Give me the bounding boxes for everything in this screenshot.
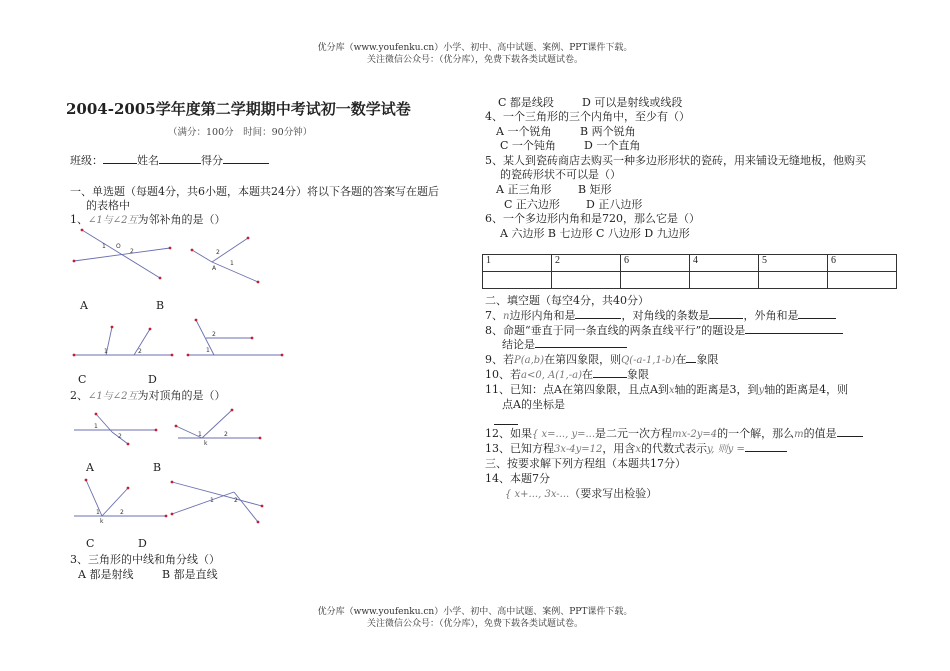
svg-text:2: 2 <box>120 509 124 516</box>
q8-conclusion-label: 结论是 <box>502 338 535 351</box>
q10-math: a<0, A(1,-a) <box>521 370 582 381</box>
q2-math: ∠1与∠2互 <box>88 391 138 402</box>
section3-heading: 三、按要求解下列方程组（本题共17分） <box>485 457 686 470</box>
svg-text:2: 2 <box>224 431 228 438</box>
question-7 <box>485 307 836 323</box>
q2-option-d: D <box>138 537 147 550</box>
q13-text-1: 13、已知方程 <box>485 442 554 455</box>
q7-blank-1[interactable] <box>575 307 621 319</box>
q13-math-2: x <box>635 444 641 455</box>
question-1 <box>70 211 225 227</box>
answer-col-6: 6 <box>828 255 897 272</box>
svg-text:2: 2 <box>118 433 122 440</box>
q2-number: 2、 <box>70 389 88 402</box>
score-label: 得分 <box>201 154 223 167</box>
q1-figure-a <box>70 226 180 281</box>
q11-text-2: 轴的距离是3，到 <box>674 383 759 396</box>
q11-math-1: x <box>668 385 675 396</box>
question-14-system <box>505 485 657 501</box>
q14-math: { x+..., 3x-... <box>505 489 570 500</box>
q2-text: 为对顶角的是（） <box>137 389 226 402</box>
answer-col-4: 4 <box>690 255 759 272</box>
q5-option-d: D 正八边形 <box>586 198 643 211</box>
q4-option-b: B 两个锐角 <box>580 125 636 138</box>
name-label: 姓名 <box>137 154 159 167</box>
q9-text-1: 9、若 <box>485 353 514 366</box>
svg-text:1: 1 <box>210 497 214 504</box>
q3-option-b: B 都是直线 <box>162 568 218 581</box>
q7-math: n <box>503 311 510 322</box>
question-4: 4、一个三角形的三个内角中，至少有（） <box>485 110 690 123</box>
q7-text-1: 边形内角和是 <box>509 309 576 322</box>
q7-blank-2[interactable] <box>709 307 743 319</box>
answer-table <box>482 254 897 289</box>
q1-option-c: C <box>78 373 87 386</box>
q7-text-2: ，对角线的条数是 <box>621 309 710 322</box>
q4-option-c: C 一个钝角 <box>500 139 556 152</box>
q7-number: 7、 <box>485 309 503 322</box>
question-8-cont <box>502 336 627 352</box>
question-14: 14、本题7分 <box>485 472 550 485</box>
svg-text:1: 1 <box>198 431 202 438</box>
q4-option-d: D 一个直角 <box>584 139 641 152</box>
answer-cell[interactable] <box>828 272 897 289</box>
q10-text-2: 在 <box>581 368 593 381</box>
answer-col-3: 6 <box>621 255 690 272</box>
answer-cell[interactable] <box>552 272 621 289</box>
section1-heading-cont: 的表格中 <box>86 199 130 212</box>
q11-text-3: 轴的距离是4，则 <box>764 383 849 396</box>
q8-blank-conclusion[interactable] <box>535 336 627 348</box>
q8-blank-premise[interactable] <box>745 322 843 334</box>
exam-title: 2004-2005学年度第二学期期中考试初一数学试卷 <box>66 100 411 118</box>
q14-note: （要求写出检验） <box>569 487 658 500</box>
q2-figure-b <box>174 404 266 446</box>
q9-text-2: 在第四象限，则 <box>544 353 622 366</box>
svg-text:1: 1 <box>94 423 98 430</box>
question-6: 6、一个多边形内角和是720，那么它是（） <box>485 212 700 225</box>
q12-math-3: m <box>794 429 804 440</box>
class-label: 班级： <box>70 154 103 167</box>
q5-option-a: A 正三角形 <box>496 183 552 196</box>
svg-text:2: 2 <box>212 331 216 338</box>
question-10 <box>485 366 649 382</box>
q12-math-2: mx-2y=4 <box>672 429 718 440</box>
footer-line-2: 关注微信公众号：（优分库），免费下载各类试题试卷。 <box>366 619 583 629</box>
svg-text:1: 1 <box>102 243 106 250</box>
student-info <box>70 152 269 168</box>
q2-option-a: A <box>86 461 94 474</box>
answer-col-5: 5 <box>759 255 828 272</box>
q13-math-1: 3x-4y=12 <box>554 444 603 455</box>
question-2 <box>70 387 225 403</box>
footer-line-1: 优分库（www.youfenku.cn）小学、初中、高中试题、案例、PPT课件下载。 <box>317 607 633 617</box>
question-5-cont: 的瓷砖形状不可以是（） <box>500 168 621 181</box>
score-field[interactable] <box>223 152 269 164</box>
answer-cell[interactable] <box>759 272 828 289</box>
q1-text: 为邻补角的是（） <box>137 213 226 226</box>
q12-text-1: 12、如果 <box>485 427 532 440</box>
answer-col-1: 1 <box>483 255 552 272</box>
q7-blank-3[interactable] <box>798 307 836 319</box>
question-12 <box>485 425 863 441</box>
q1-math: ∠1与∠2互 <box>88 215 138 226</box>
class-field[interactable] <box>103 152 137 164</box>
answer-table-header <box>483 255 897 272</box>
question-3: 3、三角形的中线和角分线（） <box>70 553 220 566</box>
q13-text-3: 的代数式表示 <box>640 442 707 455</box>
svg-text:2: 2 <box>216 249 220 256</box>
answer-cell[interactable] <box>483 272 552 289</box>
svg-text:1: 1 <box>230 260 234 267</box>
question-11-cont: 点A的坐标是 <box>502 398 565 411</box>
svg-text:2: 2 <box>234 497 238 504</box>
q12-text-4: 的值是 <box>803 427 837 440</box>
q11-text-1: 11、已知：点A在第四象限，且点A到 <box>485 383 669 396</box>
q9-text-3: 在 <box>675 353 687 366</box>
svg-text:O: O <box>116 243 121 250</box>
question-13 <box>485 440 787 456</box>
answer-table-row[interactable] <box>483 272 897 289</box>
svg-text:1: 1 <box>206 347 210 354</box>
q10-text-3: 象限 <box>626 368 649 381</box>
q9-math-1: P(a,b) <box>514 355 545 366</box>
name-field[interactable] <box>159 152 201 164</box>
q8-text: 8、命题“垂直于同一条直线的两条直线平行”的题设是 <box>485 324 746 337</box>
svg-text:1: 1 <box>96 509 100 516</box>
svg-text:2: 2 <box>138 348 142 355</box>
svg-text:2: 2 <box>130 248 134 255</box>
q12-text-3: 的一个解，那么 <box>717 427 795 440</box>
q2-option-b: B <box>153 461 162 474</box>
q5-option-c: C 正六边形 <box>504 198 560 211</box>
svg-text:A: A <box>212 265 217 272</box>
q1-option-d: D <box>148 373 157 386</box>
header-line-1: 优分库（www.youfenku.cn）小学、初中、高中试题、案例、PPT课件下载。 <box>317 43 633 53</box>
q9-blank[interactable] <box>686 351 696 363</box>
q11-math-2: y <box>758 385 765 396</box>
question-11 <box>485 381 848 397</box>
section1-heading: 一、单选题（每题4分，共6小题，本题共24分）将以下各题的答案写在题后 <box>70 185 439 198</box>
question-5: 5、某人到瓷砖商店去购买一种多边形形状的瓷砖，用来铺设无缝地板，他购买 <box>485 154 866 167</box>
q1-option-a: A <box>80 299 88 312</box>
q2-figure-a <box>72 410 162 450</box>
q3-option-a: A 都是射线 <box>78 568 134 581</box>
q12-blank[interactable] <box>837 425 863 437</box>
q2-option-c: C <box>86 537 95 550</box>
answer-col-2: 2 <box>552 255 621 272</box>
svg-text:k: k <box>204 440 208 447</box>
q3-option-c: C 都是线段 <box>498 96 554 109</box>
q10-blank[interactable] <box>593 366 627 378</box>
question-9 <box>485 351 718 367</box>
q13-blank[interactable] <box>745 440 787 452</box>
section2-heading: 二、填空题（每空4分，共40分） <box>485 294 649 307</box>
q6-options: A 六边形 B 七边形 C 八边形 D 九边形 <box>500 227 690 240</box>
q12-text-2: 是二元一次方程 <box>595 427 673 440</box>
svg-text:1: 1 <box>104 348 108 355</box>
q2-figure-d <box>170 478 270 526</box>
q4-option-a: A 一个锐角 <box>496 125 552 138</box>
q12-math-1: { x=..., y=... <box>532 429 596 440</box>
q9-text-4: 象限 <box>696 353 719 366</box>
answer-cell[interactable] <box>690 272 759 289</box>
q5-option-b: B 矩形 <box>578 183 612 196</box>
q13-text-2: ，用含 <box>602 442 636 455</box>
svg-text:k: k <box>100 518 104 525</box>
answer-cell[interactable] <box>621 272 690 289</box>
exam-subtitle: （满分：100分 时间：90分钟） <box>168 127 313 138</box>
q1-number: 1、 <box>70 213 88 226</box>
q1-figure-c <box>72 325 182 360</box>
q1-figure-d <box>186 318 286 360</box>
header-line-2: 关注微信公众号：（优分库），免费下载各类试题试卷。 <box>366 55 583 65</box>
q13-math-3: y, 则y = <box>706 444 745 455</box>
q7-text-3: ，外角和是 <box>743 309 799 322</box>
q10-text-1: 10、若 <box>485 368 521 381</box>
q1-figure-b <box>190 232 270 287</box>
q2-figure-c <box>72 476 172 526</box>
q1-option-b: B <box>156 299 165 312</box>
q3-option-d: D 可以是射线或线段 <box>582 96 683 109</box>
q9-math-2: Q(-a-1,1-b) <box>621 355 676 366</box>
